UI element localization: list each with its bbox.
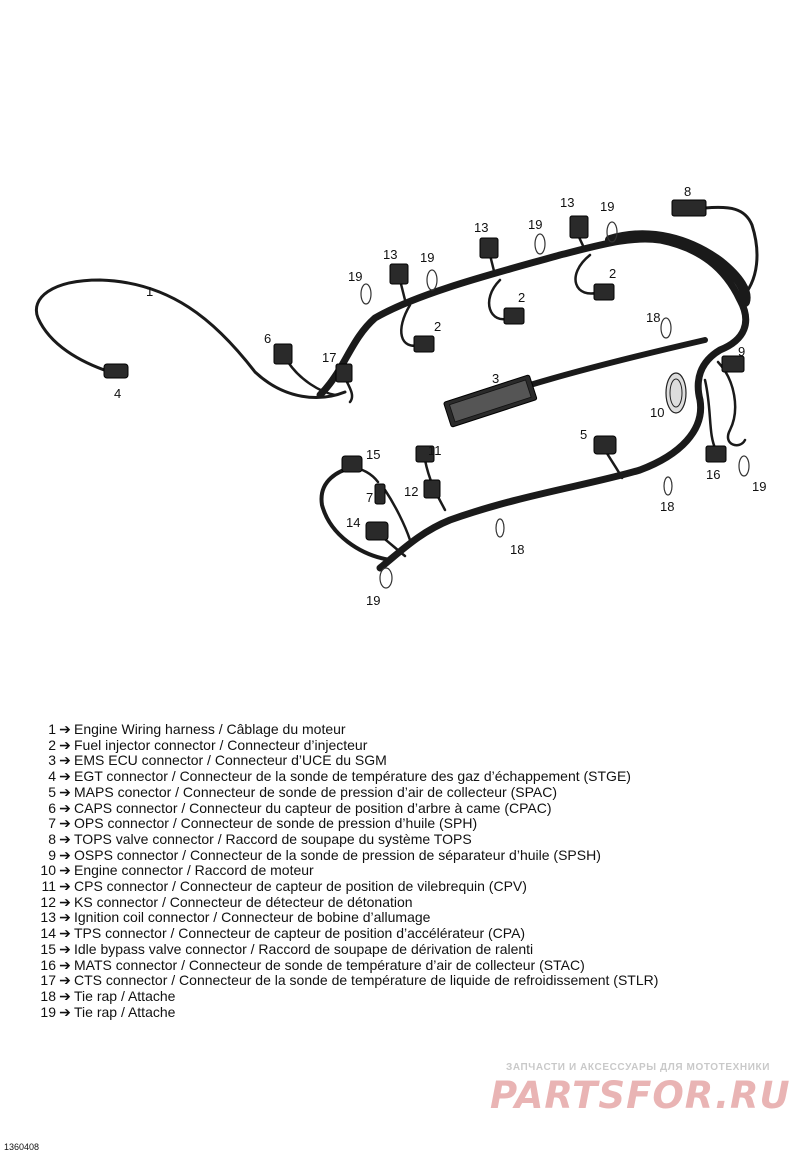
callout-8: 8 bbox=[684, 184, 692, 199]
arrow-icon: ➔ bbox=[59, 846, 71, 863]
callout-2: 2 bbox=[518, 290, 526, 305]
cts-connector-icon bbox=[336, 364, 352, 382]
legend-number: 2 bbox=[48, 736, 56, 753]
legend-text: CPS connector / Connecteur de capteur de position de vilebrequin (CPV) bbox=[74, 878, 527, 895]
arrow-icon: ➔ bbox=[59, 956, 71, 973]
callout-19: 19 bbox=[348, 269, 363, 284]
legend-text: EGT connector / Connecteur de la sonde de température des gaz d’échappement (STGE) bbox=[74, 768, 631, 785]
callout-14: 14 bbox=[346, 515, 361, 530]
legend-text: MATS connector / Connecteur de sonde de température d’air de collecteur (STAC) bbox=[74, 956, 585, 973]
callout-19: 19 bbox=[366, 593, 381, 608]
arrow-icon: ➔ bbox=[59, 925, 71, 942]
legend-number: 19 bbox=[40, 1003, 56, 1020]
callout-11: 11 bbox=[428, 443, 442, 458]
legend-number: 17 bbox=[40, 972, 56, 989]
legend-number: 13 bbox=[40, 909, 56, 926]
legend-text: EMS ECU connector / Connecteur d’UCE du SGM bbox=[74, 752, 387, 769]
callout-18: 18 bbox=[510, 542, 525, 557]
callout-13: 13 bbox=[474, 220, 489, 235]
arrow-icon: ➔ bbox=[59, 940, 71, 957]
arrow-icon: ➔ bbox=[59, 815, 71, 832]
figure-id: 1360408 bbox=[4, 1142, 40, 1152]
callout-19: 19 bbox=[420, 250, 435, 265]
arrow-icon: ➔ bbox=[59, 830, 71, 847]
legend-item bbox=[34, 801, 794, 817]
legend-number: 18 bbox=[40, 987, 56, 1004]
ecu-connector-icon bbox=[443, 375, 537, 428]
legend-number: 7 bbox=[48, 815, 56, 832]
harness-sheath bbox=[610, 235, 746, 302]
legend-text: TPS connector / Connecteur de capteur de position d’accélérateur (CPA) bbox=[74, 925, 526, 942]
legend-text: KS connector / Connecteur de détecteur de détonation bbox=[74, 893, 413, 910]
legend-item bbox=[34, 816, 794, 832]
tie-rap-icon bbox=[380, 568, 392, 588]
tie-rap-icon bbox=[535, 234, 545, 254]
arrow-icon: ➔ bbox=[59, 987, 71, 1004]
legend-text: Ignition coil connector / Connecteur de bobine d’allumage bbox=[74, 909, 431, 926]
legend-item bbox=[34, 942, 794, 958]
legend-number: 11 bbox=[41, 878, 56, 895]
callout-18: 18 bbox=[646, 310, 661, 325]
arrow-icon: ➔ bbox=[59, 893, 71, 910]
legend-number: 3 bbox=[48, 752, 56, 769]
idle-valve-connector-icon bbox=[342, 456, 362, 472]
arrow-icon: ➔ bbox=[59, 878, 71, 895]
legend-text: CAPS connector / Connecteur du capteur de position d’arbre à came (CPAC) bbox=[74, 799, 552, 816]
arrow-icon: ➔ bbox=[59, 972, 71, 989]
callout-19: 19 bbox=[752, 479, 767, 494]
legend-item bbox=[34, 863, 794, 879]
tie-rap-icon bbox=[661, 318, 671, 338]
legend-item bbox=[34, 973, 794, 989]
legend-item bbox=[34, 926, 794, 942]
callout-1: 1 bbox=[146, 284, 154, 299]
legend-number: 5 bbox=[48, 783, 56, 800]
ks-connector-icon bbox=[424, 480, 440, 498]
legend-item bbox=[34, 958, 794, 974]
lower-left-loop bbox=[322, 468, 390, 560]
legend-text: CTS connector / Connecteur de la sonde de température de liquide de refroidissement (STLR) bbox=[74, 972, 659, 989]
legend-text: Idle bypass valve connector / Raccord de soupape de dérivation de ralenti bbox=[74, 940, 534, 957]
osps-branch bbox=[718, 362, 745, 445]
legend-item bbox=[34, 879, 794, 895]
legend-item bbox=[34, 895, 794, 911]
arrow-icon: ➔ bbox=[59, 768, 71, 785]
egt-lead-wire bbox=[36, 280, 345, 397]
callout-3: 3 bbox=[492, 371, 500, 386]
callout-7: 7 bbox=[366, 490, 374, 505]
callout-13: 13 bbox=[560, 195, 575, 210]
mats-connector-icon bbox=[706, 446, 726, 462]
injector-connector-icon-3 bbox=[594, 284, 614, 300]
legend-item bbox=[34, 989, 794, 1005]
callout-19: 19 bbox=[528, 217, 543, 232]
tie-rap-icon bbox=[739, 456, 749, 476]
arrow-icon: ➔ bbox=[59, 1003, 71, 1020]
callout-6: 6 bbox=[264, 331, 272, 346]
coil-connector-icon-1 bbox=[390, 264, 408, 284]
legend-item bbox=[34, 848, 794, 864]
callout-4: 4 bbox=[114, 386, 122, 401]
legend-item bbox=[34, 722, 794, 738]
arrow-icon: ➔ bbox=[59, 736, 71, 753]
legend-item bbox=[34, 910, 794, 926]
tie-rap-icon bbox=[664, 477, 672, 495]
legend-number: 15 bbox=[40, 940, 56, 957]
arrow-icon: ➔ bbox=[59, 799, 71, 816]
legend-item bbox=[34, 769, 794, 785]
legend-number: 1 bbox=[48, 721, 56, 737]
legend-item bbox=[34, 832, 794, 848]
legend-number: 6 bbox=[48, 799, 56, 816]
arrow-icon: ➔ bbox=[59, 862, 71, 879]
legend-number: 4 bbox=[48, 768, 56, 785]
legend-text: Tie rap / Attache bbox=[74, 1003, 176, 1020]
engine-connector-icon bbox=[666, 373, 686, 413]
legend-number: 9 bbox=[48, 846, 56, 863]
watermark-caption: ЗАПЧАСТИ И АКСЕССУАРЫ ДЛЯ МОТОТЕХНИКИ bbox=[505, 1062, 771, 1073]
callout-19: 19 bbox=[600, 199, 615, 214]
legend-number: 8 bbox=[48, 830, 56, 847]
coil-connector-icon-3 bbox=[570, 216, 588, 238]
legend-text: Fuel injector connector / Connecteur d’injecteur bbox=[74, 736, 368, 753]
legend-text: MAPS conector / Connecteur de sonde de pression d’air de collecteur (SPAC) bbox=[74, 783, 557, 800]
callout-17: 17 bbox=[322, 350, 337, 365]
legend-text: OPS connector / Connecteur de sonde de pression d’huile (SPH) bbox=[74, 815, 478, 832]
arrow-icon: ➔ bbox=[59, 721, 71, 737]
legend-number: 12 bbox=[40, 893, 56, 910]
tops-connector-icon bbox=[672, 200, 706, 216]
callout-15: 15 bbox=[366, 447, 381, 462]
tie-rap-icon bbox=[427, 270, 437, 290]
mats-branch bbox=[705, 380, 716, 450]
legend-text: Engine Wiring harness / Câblage du moteur bbox=[74, 721, 346, 737]
callout-9: 9 bbox=[738, 344, 746, 359]
tps-connector-icon bbox=[366, 522, 388, 540]
callout-18: 18 bbox=[660, 499, 675, 514]
legend-item bbox=[34, 1005, 794, 1021]
legend-text: OSPS connector / Connecteur de la sonde de pression de séparateur d’huile (SPSH) bbox=[74, 846, 601, 863]
legend-number: 16 bbox=[40, 956, 56, 973]
injector-connector-icon-2 bbox=[504, 308, 524, 324]
legend-text: TOPS valve connector / Raccord de soupape du système TOPS bbox=[74, 830, 472, 847]
tie-rap-icon bbox=[496, 519, 504, 537]
arrow-icon: ➔ bbox=[59, 909, 71, 926]
tie-rap-icon bbox=[361, 284, 371, 304]
callout-2: 2 bbox=[609, 266, 617, 281]
legend-number: 14 bbox=[40, 925, 56, 942]
caps-connector-icon bbox=[274, 344, 292, 364]
legend-number: 10 bbox=[40, 862, 56, 879]
arrow-icon: ➔ bbox=[59, 752, 71, 769]
parts-legend bbox=[34, 722, 794, 1020]
callout-13: 13 bbox=[383, 247, 398, 262]
callout-16: 16 bbox=[706, 467, 721, 482]
legend-text: Tie rap / Attache bbox=[74, 987, 176, 1004]
arrow-icon: ➔ bbox=[59, 783, 71, 800]
legend-item bbox=[34, 738, 794, 754]
legend-item bbox=[34, 785, 794, 801]
legend-item bbox=[34, 753, 794, 769]
callout-2: 2 bbox=[434, 319, 442, 334]
egt-connector-icon bbox=[104, 364, 128, 378]
callout-5: 5 bbox=[580, 427, 588, 442]
watermark-logo: PARTSFOR.RU bbox=[490, 1074, 791, 1117]
injector-connector-icon-1 bbox=[414, 336, 434, 352]
ops-connector-icon bbox=[375, 484, 385, 504]
maps-connector-icon bbox=[594, 436, 616, 454]
callout-12: 12 bbox=[404, 484, 419, 499]
coil-connector-icon-2 bbox=[480, 238, 498, 258]
legend-text: Engine connector / Raccord de moteur bbox=[74, 862, 314, 879]
callout-10: 10 bbox=[650, 405, 665, 420]
